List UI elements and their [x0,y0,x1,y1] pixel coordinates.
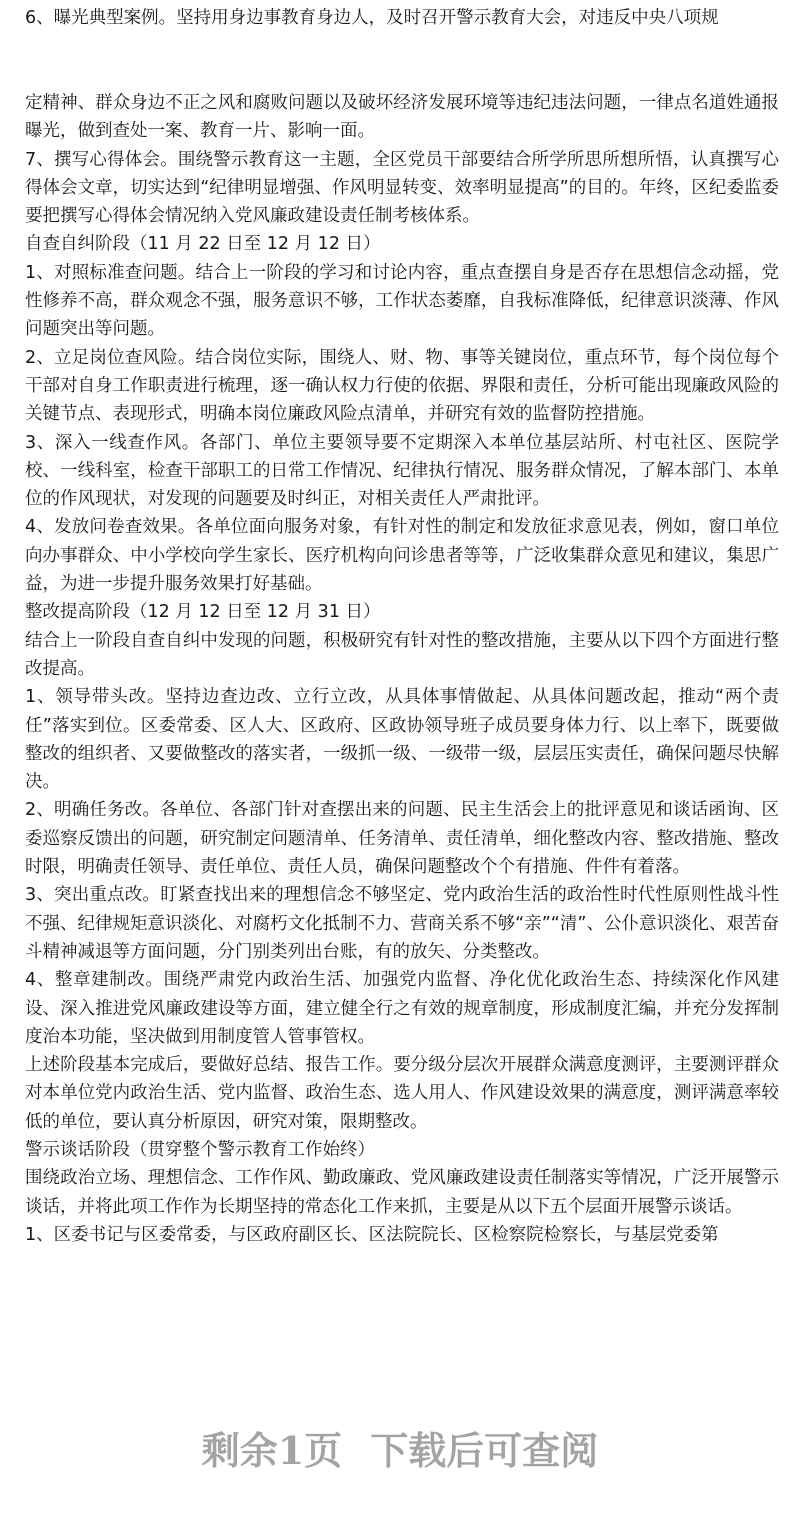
paragraph: 1、领导带头改。坚持边查边改、立行立改，从具体事情做起、从具体问题改起，推动“两个责任”落实到位。区委常委、区人大、区政府、区政协领导班子成员要身体力行、以上率下，既要做整改的组织者、又要做整改的落实者，一级抓一级、一级带一级，层层压实责任，确保问题尽快解决。 [25,687,779,793]
document-body [25,89,779,1249]
paragraph: 3、突出重点改。盯紧查找出来的理想信念不够坚定、党内政治生活的政治性时代性原则性战斗性不强、纪律规矩意识淡化、对腐朽文化抵制不力、营商关系不够“亲”“清”、公仆意识淡化、艰苦奋斗精神减退等方面问题，分门别类列出台账，有的放矢、分类整改。 [25,885,779,962]
download-to-view-notice[interactable] [0,1420,800,1475]
paragraph: 4、发放问卷查效果。各单位面向服务对象，有针对性的制定和发放征求意见表，例如，窗口单位向办事群众、中小学校向学生家长、医疗机构向问诊患者等等，广泛收集群众意见和建议，集思广益，为进一步提升服务效果打好基础。 [25,517,779,595]
paragraph: 2、立足岗位查风险。结合岗位实际，围绕人、财、物、事等关键岗位，重点环节，每个岗位每个干部对自身工作职责进行梳理，逐一确认权力行使的依据、界限和责任，分析可能出现廉政风险的关键节点、表现形式，明确本岗位廉政风险点清单，并研究有效的监督防控措施。 [25,347,779,425]
section-heading: 自查自纠阶段（11 月 22 日至 12 月 12 日） [25,234,381,255]
paragraph: 围绕政治立场、理想信念、工作作风、勤政廉政、党风廉政建设责任制落实等情况，广泛开展警示谈话，并将此项工作作为长期坚持的常态化工作来抓，主要是从以下五个层面开展警示谈话。 [25,1168,779,1217]
paragraph: 7、撰写心得体会。围绕警示教育这一主题，全区党员干部要结合所学所思所想所悟，认真撰写心得体会文章，切实达到“纪律明显增强、作风明显转变、效率明显提高”的目的。年终，区纪委监委要把撰写心得体会情况纳入党风廉政建设责任制考核体系。 [25,149,779,227]
section-heading: 整改提高阶段（12 月 12 日至 12 月 31 日） [25,602,381,623]
paragraph: 上述阶段基本完成后，要做好总结、报告工作。要分级分层次开展群众满意度测评，主要测评群众对本单位党内政治生活、党内监督、政治生态、选人用人、作风建设效果的满意度，测评满意率较低的单位，要认真分析原因，研究对策，限期整改。 [25,1055,779,1132]
top-line: 6、曝光典型案例。坚持用身边事教育身边人，及时召开警示教育大会，对违反中央八项规 [25,8,719,28]
remaining-pages-label: 剩余1页 [201,1428,343,1473]
paragraph: 3、深入一线查作风。各部门、单位主要领导要不定期深入本单位基层站所、村屯社区、医院学校、一线科室，检查干部职工的日常工作情况、纪律执行情况、服务群众情况，了解本部门、本单位的作风现状，对发现的问题要及时纠正，对相关责任人严肃批评。 [25,432,779,510]
paragraph: 1、对照标准查问题。结合上一阶段的学习和讨论内容，重点查摆自身是否存在思想信念动摇，党性修养不高，群众观念不强，服务意识不够，工作状态萎靡，自我标准降低，纪律意识淡薄、作风问题突出等问题。 [25,262,779,340]
paragraph: 4、整章建制改。围绕严肃党内政治生活、加强党内监督、净化优化政治生态、持续深化作风建设、深入推进党风廉政建设等方面，建立健全行之有效的规章制度，形成制度汇编，并充分发挥制度治本功能，坚决做到用制度管人管事管权。 [25,970,779,1047]
paragraph: 结合上一阶段自查自纠中发现的问题，积极研究有针对性的整改措施，主要从以下四个方面进行整改提高。 [25,630,779,679]
paragraph: 2、明确任务改。各单位、各部门针对查摆出来的问题、民主生活会上的批评意见和谈话函询、区委巡察反馈出的问题，研究制定问题清单、任务清单、责任清单，细化整改内容、整改措施、整改时限，明确责任领导、责任单位、责任人员，确保问题整改个个有措施、件件有着落。 [25,800,779,878]
download-to-view-label[interactable]: 下载后可查阅 [370,1428,599,1473]
paragraph: 定精神、群众身边不正之风和腐败问题以及破坏经济发展环境等违纪违法问题，一律点名道姓通报曝光，做到查处一案、教育一片、影响一面。 [25,93,779,142]
section-heading: 警示谈话阶段（贯穿整个警示教育工作始终） [25,1139,375,1160]
paragraph: 1、区委书记与区委常委，与区政府副区长、区法院院长、区检察院检察长，与基层党委第 [25,1224,719,1245]
